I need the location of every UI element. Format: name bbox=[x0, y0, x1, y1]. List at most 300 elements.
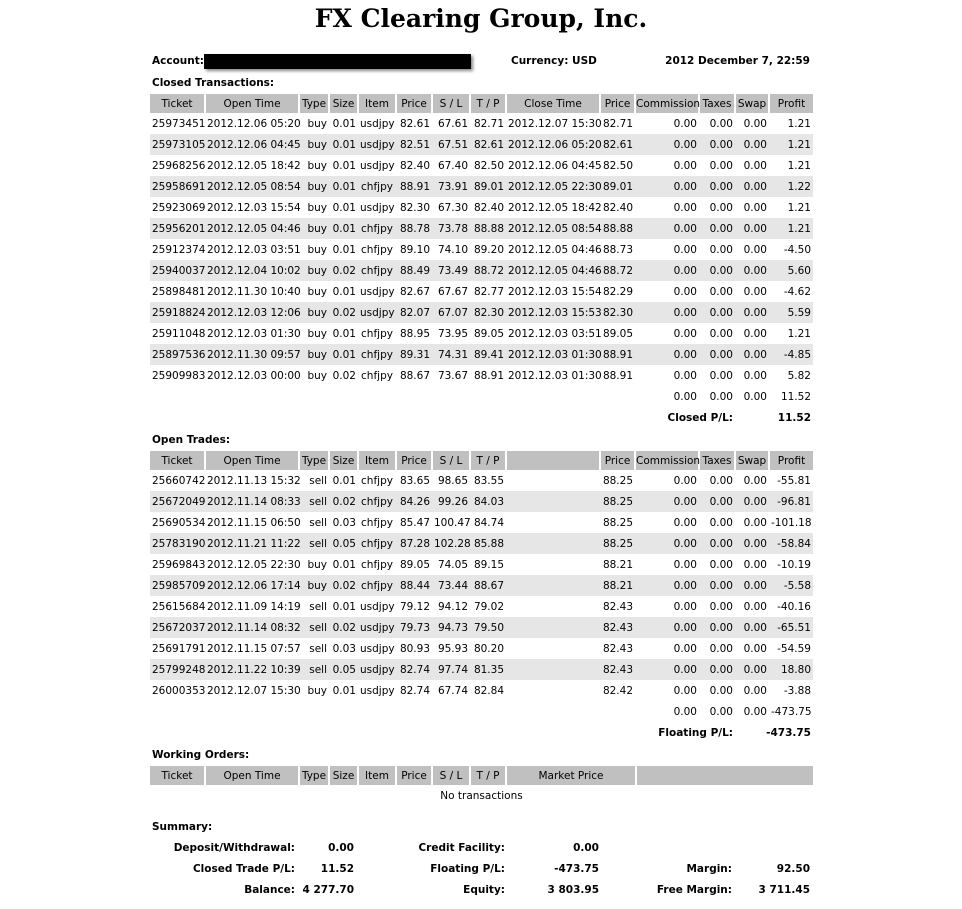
credit-value: 0.00 bbox=[573, 842, 599, 854]
take-profit-cell: 88.88 bbox=[470, 218, 506, 239]
table-row bbox=[150, 638, 813, 659]
total-profit: 11.52 bbox=[780, 390, 811, 403]
column-header-size: Size bbox=[329, 451, 358, 470]
swap-cell: 0.00 bbox=[735, 176, 769, 197]
item-cell: usdjpy bbox=[360, 642, 395, 655]
taxes-cell: 0.00 bbox=[709, 159, 733, 172]
close-price-cell: 82.29 bbox=[602, 285, 633, 298]
ticket-cell: 25909983 bbox=[152, 369, 206, 382]
item-cell: chfjpy bbox=[358, 344, 396, 365]
price-cell: 87.28 bbox=[396, 533, 432, 554]
taxes-cell: 0.00 bbox=[699, 344, 735, 365]
open-time-cell: 2012.12.03 01:30 bbox=[207, 327, 301, 340]
ticket-cell: 25615684 bbox=[152, 600, 206, 613]
swap-cell: 0.00 bbox=[735, 659, 769, 680]
type-cell: buy bbox=[307, 117, 327, 130]
taxes-cell: 0.00 bbox=[699, 134, 735, 155]
size-cell: 0.05 bbox=[329, 533, 358, 554]
size-cell: 0.01 bbox=[332, 243, 356, 256]
size-cell: 0.02 bbox=[329, 575, 358, 596]
commission-cell: 0.00 bbox=[673, 327, 697, 340]
take-profit-cell: 82.71 bbox=[473, 117, 504, 130]
price-cell: 83.65 bbox=[399, 474, 430, 487]
swap-cell: 0.00 bbox=[735, 491, 769, 512]
empty-cell bbox=[150, 386, 205, 407]
close-price-cell: 88.91 bbox=[602, 369, 633, 382]
working-orders-table bbox=[150, 766, 813, 806]
commission-cell: 0.00 bbox=[673, 159, 697, 172]
report-datetime: 2012 December 7, 22:59 bbox=[665, 55, 810, 67]
profit-cell: -96.81 bbox=[769, 491, 813, 512]
commission-cell: 0.00 bbox=[673, 285, 697, 298]
table-row bbox=[150, 197, 813, 218]
swap-cell: 0.00 bbox=[735, 617, 769, 638]
price-cell: 89.31 bbox=[396, 344, 432, 365]
take-profit-cell: 89.05 bbox=[473, 327, 504, 340]
commission-cell: 0.00 bbox=[673, 369, 697, 382]
size-cell: 0.02 bbox=[329, 260, 358, 281]
closed-trade-pl-value: 11.52 bbox=[320, 863, 354, 875]
open-time-cell: 2012.12.05 04:46 bbox=[205, 218, 299, 239]
closed-heading: Closed Transactions: bbox=[152, 77, 275, 89]
ticket-cell: 25898481 bbox=[152, 285, 206, 298]
taxes-cell: 0.00 bbox=[699, 302, 735, 323]
profit-cell: 18.80 bbox=[769, 659, 813, 680]
close-time-cell: 2012.12.05 22:30 bbox=[506, 176, 600, 197]
commission-cell: 0.00 bbox=[673, 474, 697, 487]
close-price-cell: 88.25 bbox=[600, 491, 635, 512]
close-time-cell bbox=[506, 596, 600, 617]
commission-cell: 0.00 bbox=[673, 201, 697, 214]
type-cell: buy bbox=[307, 285, 327, 298]
stop-loss-cell: 74.31 bbox=[432, 344, 470, 365]
size-cell: 0.02 bbox=[329, 617, 358, 638]
profit-cell: -101.18 bbox=[771, 516, 812, 529]
close-price-cell: 88.25 bbox=[602, 474, 633, 487]
item-cell: chfjpy bbox=[358, 491, 396, 512]
column-header-price: Price bbox=[396, 451, 432, 470]
size-cell: 0.03 bbox=[332, 642, 356, 655]
close-time-cell: 2012.12.03 03:51 bbox=[508, 327, 602, 340]
type-cell: sell bbox=[299, 617, 329, 638]
item-cell: usdjpy bbox=[360, 201, 395, 214]
table-row bbox=[150, 596, 813, 617]
open-time-cell: 2012.11.15 07:57 bbox=[207, 642, 301, 655]
open-time-cell: 2012.12.04 10:02 bbox=[205, 260, 299, 281]
ticket-cell: 25923069 bbox=[152, 201, 206, 214]
redacted-account-bar bbox=[204, 54, 471, 69]
open-time-cell: 2012.11.21 11:22 bbox=[205, 533, 299, 554]
currency-label: Currency: USD bbox=[511, 55, 597, 67]
item-cell: usdjpy bbox=[358, 134, 396, 155]
profit-cell: -3.88 bbox=[783, 684, 811, 697]
item-cell: chfjpy bbox=[358, 176, 396, 197]
column-header-close-time: Close Time bbox=[506, 94, 600, 113]
close-time-cell bbox=[506, 512, 600, 533]
margin-label: Margin: bbox=[686, 863, 732, 875]
open-time-cell: 2012.11.14 08:32 bbox=[205, 617, 299, 638]
profit-cell: 5.60 bbox=[769, 260, 813, 281]
swap-cell: 0.00 bbox=[743, 516, 767, 529]
empty-cell bbox=[432, 701, 470, 722]
taxes-cell: 0.00 bbox=[709, 243, 733, 256]
commission-cell: 0.00 bbox=[635, 533, 699, 554]
ticket-cell: 25918824 bbox=[150, 302, 205, 323]
table-row bbox=[150, 113, 813, 134]
swap-cell: 0.00 bbox=[735, 344, 769, 365]
ticket-cell: 25958691 bbox=[150, 176, 205, 197]
stop-loss-cell: 67.30 bbox=[437, 201, 468, 214]
close-time-cell bbox=[506, 659, 600, 680]
empty-cell bbox=[329, 386, 358, 407]
table-row bbox=[150, 323, 813, 344]
column-header-type: Type bbox=[299, 94, 329, 113]
take-profit-cell: 79.02 bbox=[473, 600, 504, 613]
commission-cell: 0.00 bbox=[635, 134, 699, 155]
column-header-swap: Swap bbox=[735, 451, 769, 470]
empty-cell bbox=[432, 386, 470, 407]
ticket-cell: 25783190 bbox=[150, 533, 205, 554]
header-row bbox=[150, 94, 813, 113]
taxes-cell: 0.00 bbox=[709, 285, 733, 298]
ticket-cell: 26000353 bbox=[152, 684, 206, 697]
close-time-cell: 2012.12.06 04:45 bbox=[508, 159, 602, 172]
stop-loss-cell: 67.74 bbox=[437, 684, 468, 697]
table-row bbox=[150, 491, 813, 512]
type-cell: sell bbox=[299, 533, 329, 554]
close-price-cell: 88.21 bbox=[602, 558, 633, 571]
open-time-cell: 2012.11.30 09:57 bbox=[205, 344, 299, 365]
ticket-cell: 25660742 bbox=[152, 474, 206, 487]
profit-cell: 1.21 bbox=[787, 117, 811, 130]
stop-loss-cell: 73.44 bbox=[432, 575, 470, 596]
swap-cell: 0.00 bbox=[743, 684, 767, 697]
open-time-cell: 2012.12.05 08:54 bbox=[205, 176, 299, 197]
price-cell: 85.47 bbox=[399, 516, 430, 529]
size-cell: 0.01 bbox=[332, 327, 356, 340]
taxes-cell: 0.00 bbox=[699, 491, 735, 512]
item-cell: usdjpy bbox=[358, 659, 396, 680]
column-header-taxes: Taxes bbox=[699, 451, 735, 470]
table-row bbox=[150, 659, 813, 680]
stop-loss-cell: 97.74 bbox=[432, 659, 470, 680]
open-time-cell: 2012.12.06 05:20 bbox=[207, 117, 301, 130]
open-time-cell: 2012.12.06 04:45 bbox=[205, 134, 299, 155]
swap-cell: 0.00 bbox=[743, 243, 767, 256]
stop-loss-cell: 94.12 bbox=[437, 600, 468, 613]
column-header-stop-loss: S / L bbox=[432, 766, 470, 785]
type-cell: sell bbox=[309, 474, 327, 487]
column-header-size: Size bbox=[329, 94, 358, 113]
profit-cell: -40.16 bbox=[777, 600, 811, 613]
empty-cell bbox=[205, 701, 299, 722]
column-header-item: Item bbox=[358, 766, 396, 785]
table-row bbox=[150, 680, 813, 701]
profit-cell: 1.21 bbox=[787, 159, 811, 172]
column-header-take-profit: T / P bbox=[470, 451, 506, 470]
ticket-cell: 25897536 bbox=[150, 344, 205, 365]
take-profit-cell: 84.03 bbox=[470, 491, 506, 512]
open-time-cell: 2012.11.15 06:50 bbox=[207, 516, 301, 529]
item-cell: usdjpy bbox=[360, 600, 395, 613]
total-swap: 0.00 bbox=[743, 705, 767, 718]
type-cell: sell bbox=[299, 659, 329, 680]
price-cell: 79.12 bbox=[399, 600, 430, 613]
totals-row bbox=[150, 701, 813, 722]
take-profit-cell: 80.20 bbox=[473, 642, 504, 655]
table-row bbox=[150, 617, 813, 638]
balance-label: Balance: bbox=[244, 884, 295, 896]
close-price-cell: 88.21 bbox=[600, 575, 635, 596]
equity-label: Equity: bbox=[463, 884, 505, 896]
total-taxes: 0.00 bbox=[709, 390, 733, 403]
column-header-ticket: Ticket bbox=[150, 94, 205, 113]
ticket-cell: 25691791 bbox=[152, 642, 206, 655]
take-profit-cell: 84.74 bbox=[473, 516, 504, 529]
item-cell: chfjpy bbox=[361, 516, 393, 529]
price-cell: 79.73 bbox=[396, 617, 432, 638]
take-profit-cell: 89.15 bbox=[473, 558, 504, 571]
type-cell: buy bbox=[307, 369, 327, 382]
size-cell: 0.05 bbox=[329, 659, 358, 680]
open-trades-table bbox=[150, 451, 813, 743]
close-time-cell: 2012.12.03 01:30 bbox=[508, 369, 602, 382]
size-cell: 0.02 bbox=[329, 491, 358, 512]
close-time-cell bbox=[506, 533, 600, 554]
close-price-cell: 88.91 bbox=[600, 344, 635, 365]
profit-cell: -58.84 bbox=[769, 533, 813, 554]
take-profit-cell: 88.67 bbox=[470, 575, 506, 596]
taxes-cell: 0.00 bbox=[699, 575, 735, 596]
taxes-cell: 0.00 bbox=[709, 600, 733, 613]
table-row bbox=[150, 533, 813, 554]
commission-cell: 0.00 bbox=[673, 642, 697, 655]
price-cell: 82.61 bbox=[399, 117, 430, 130]
stop-loss-cell: 102.28 bbox=[432, 533, 470, 554]
table-row bbox=[150, 554, 813, 575]
open-time-cell: 2012.11.30 10:40 bbox=[207, 285, 301, 298]
type-cell: buy bbox=[299, 575, 329, 596]
close-price-cell: 82.50 bbox=[602, 159, 633, 172]
profit-cell: -4.50 bbox=[783, 243, 811, 256]
close-time-cell: 2012.12.05 08:54 bbox=[506, 218, 600, 239]
take-profit-cell: 89.20 bbox=[473, 243, 504, 256]
take-profit-cell: 89.01 bbox=[470, 176, 506, 197]
column-header-close-price: Price bbox=[600, 451, 635, 470]
profit-cell: -54.59 bbox=[777, 642, 811, 655]
close-price-cell: 88.73 bbox=[602, 243, 633, 256]
item-cell: chfjpy bbox=[361, 327, 393, 340]
size-cell: 0.01 bbox=[332, 117, 356, 130]
header-row bbox=[150, 766, 813, 785]
size-cell: 0.02 bbox=[332, 369, 356, 382]
item-cell: chfjpy bbox=[358, 575, 396, 596]
open-time-cell: 2012.12.07 15:30 bbox=[207, 684, 301, 697]
profit-cell: 1.21 bbox=[787, 201, 811, 214]
taxes-cell: 0.00 bbox=[709, 201, 733, 214]
empty-cell bbox=[396, 386, 432, 407]
commission-cell: 0.00 bbox=[635, 260, 699, 281]
close-price-cell: 82.43 bbox=[602, 600, 633, 613]
price-cell: 82.51 bbox=[396, 134, 432, 155]
profit-cell: 5.59 bbox=[769, 302, 813, 323]
size-cell: 0.01 bbox=[332, 684, 356, 697]
empty-cell bbox=[150, 722, 600, 743]
taxes-cell: 0.00 bbox=[699, 176, 735, 197]
taxes-cell: 0.00 bbox=[709, 558, 733, 571]
type-cell: buy bbox=[299, 176, 329, 197]
stop-loss-cell: 73.91 bbox=[432, 176, 470, 197]
open-pl-value: -473.75 bbox=[766, 726, 811, 739]
price-cell: 88.78 bbox=[396, 218, 432, 239]
stop-loss-cell: 74.10 bbox=[437, 243, 468, 256]
column-header-taxes: Taxes bbox=[699, 94, 735, 113]
ticket-cell: 25912374 bbox=[152, 243, 206, 256]
open-time-cell: 2012.12.03 00:00 bbox=[207, 369, 301, 382]
profit-cell: -65.51 bbox=[769, 617, 813, 638]
ticket-cell: 25672049 bbox=[150, 491, 205, 512]
column-header-type: Type bbox=[299, 766, 329, 785]
table-row bbox=[150, 260, 813, 281]
size-cell: 0.01 bbox=[332, 600, 356, 613]
header-row bbox=[150, 451, 813, 470]
free-margin-value: 3 711.45 bbox=[758, 884, 810, 896]
empty-cell bbox=[150, 407, 600, 428]
total-commission: 0.00 bbox=[673, 390, 697, 403]
commission-cell: 0.00 bbox=[635, 176, 699, 197]
close-time-cell: 2012.12.06 05:20 bbox=[506, 134, 600, 155]
ticket-cell: 25973451 bbox=[152, 117, 206, 130]
profit-cell: 1.21 bbox=[787, 327, 811, 340]
size-cell: 0.02 bbox=[329, 302, 358, 323]
column-header-open-time: Open Time bbox=[205, 451, 299, 470]
take-profit-cell: 79.50 bbox=[470, 617, 506, 638]
swap-cell: 0.00 bbox=[743, 285, 767, 298]
item-cell: chfjpy bbox=[361, 369, 393, 382]
total-profit: -473.75 bbox=[771, 705, 812, 718]
price-cell: 88.95 bbox=[399, 327, 430, 340]
profit-cell: 1.21 bbox=[769, 134, 813, 155]
swap-cell: 0.00 bbox=[743, 600, 767, 613]
close-time-cell bbox=[506, 575, 600, 596]
swap-cell: 0.00 bbox=[743, 159, 767, 172]
item-cell: usdjpy bbox=[360, 684, 395, 697]
open-time-cell: 2012.12.03 12:06 bbox=[205, 302, 299, 323]
size-cell: 0.03 bbox=[332, 516, 356, 529]
stop-loss-cell: 67.40 bbox=[437, 159, 468, 172]
commission-cell: 0.00 bbox=[673, 600, 697, 613]
pl-row bbox=[150, 722, 813, 743]
take-profit-cell: 85.88 bbox=[470, 533, 506, 554]
taxes-cell: 0.00 bbox=[699, 533, 735, 554]
column-header-market-price: Market Price bbox=[506, 766, 636, 785]
stop-loss-cell: 73.49 bbox=[432, 260, 470, 281]
stop-loss-cell: 95.93 bbox=[437, 642, 468, 655]
empty-cell bbox=[470, 701, 506, 722]
open-time-cell: 2012.11.09 14:19 bbox=[207, 600, 301, 613]
item-cell: chfjpy bbox=[361, 243, 393, 256]
close-price-cell: 89.01 bbox=[600, 176, 635, 197]
close-price-cell: 88.25 bbox=[600, 533, 635, 554]
table-row bbox=[150, 575, 813, 596]
price-cell: 88.49 bbox=[396, 260, 432, 281]
equity-value: 3 803.95 bbox=[547, 884, 599, 896]
total-commission: 0.00 bbox=[673, 705, 697, 718]
size-cell: 0.01 bbox=[329, 134, 358, 155]
open-time-cell: 2012.11.22 10:39 bbox=[205, 659, 299, 680]
ticket-cell: 25956201 bbox=[150, 218, 205, 239]
close-time-cell bbox=[506, 617, 600, 638]
item-cell: usdjpy bbox=[360, 285, 395, 298]
table-row bbox=[150, 239, 813, 260]
ticket-cell: 25940037 bbox=[150, 260, 205, 281]
type-cell: buy bbox=[299, 344, 329, 365]
take-profit-cell: 82.84 bbox=[473, 684, 504, 697]
take-profit-cell: 82.30 bbox=[470, 302, 506, 323]
closed-pl-value: 11.52 bbox=[777, 411, 811, 424]
column-header-commission: Commission bbox=[635, 94, 699, 113]
taxes-cell: 0.00 bbox=[709, 642, 733, 655]
size-cell: 0.01 bbox=[329, 218, 358, 239]
stop-loss-cell: 74.05 bbox=[437, 558, 468, 571]
stop-loss-cell: 67.67 bbox=[437, 285, 468, 298]
swap-cell: 0.00 bbox=[735, 218, 769, 239]
profit-cell: -5.58 bbox=[769, 575, 813, 596]
type-cell: buy bbox=[299, 302, 329, 323]
deposit-value: 0.00 bbox=[328, 842, 354, 854]
price-cell: 89.05 bbox=[399, 558, 430, 571]
swap-cell: 0.00 bbox=[735, 134, 769, 155]
size-cell: 0.01 bbox=[329, 176, 358, 197]
ticket-cell: 25799248 bbox=[150, 659, 205, 680]
stop-loss-cell: 73.95 bbox=[437, 327, 468, 340]
price-cell: 82.40 bbox=[399, 159, 430, 172]
empty-cell bbox=[150, 701, 205, 722]
commission-cell: 0.00 bbox=[673, 516, 697, 529]
ticket-cell: 25672037 bbox=[150, 617, 205, 638]
stop-loss-cell: 99.26 bbox=[432, 491, 470, 512]
profit-cell: -10.19 bbox=[777, 558, 811, 571]
empty-cell bbox=[358, 386, 396, 407]
size-cell: 0.01 bbox=[332, 159, 356, 172]
stop-loss-cell: 67.51 bbox=[432, 134, 470, 155]
column-header-blank bbox=[636, 766, 813, 785]
close-time-cell bbox=[506, 638, 600, 659]
swap-cell: 0.00 bbox=[735, 575, 769, 596]
open-pl-label: Floating P/L: bbox=[658, 726, 733, 739]
close-time-cell: 2012.12.05 18:42 bbox=[508, 201, 602, 214]
total-taxes: 0.00 bbox=[709, 705, 733, 718]
close-price-cell: 89.05 bbox=[602, 327, 633, 340]
commission-cell: 0.00 bbox=[673, 117, 697, 130]
swap-cell: 0.00 bbox=[743, 327, 767, 340]
empty-cell bbox=[506, 701, 600, 722]
floating-pl-summary-value: -473.75 bbox=[554, 863, 599, 875]
item-cell: chfjpy bbox=[361, 474, 393, 487]
open-time-cell: 2012.12.05 22:30 bbox=[207, 558, 301, 571]
item-cell: chfjpy bbox=[358, 260, 396, 281]
column-header-type: Type bbox=[299, 451, 329, 470]
take-profit-cell: 82.40 bbox=[473, 201, 504, 214]
close-price-cell: 82.42 bbox=[602, 684, 633, 697]
take-profit-cell: 88.72 bbox=[470, 260, 506, 281]
take-profit-cell: 83.55 bbox=[473, 474, 504, 487]
profit-cell: -55.81 bbox=[777, 474, 811, 487]
taxes-cell: 0.00 bbox=[709, 327, 733, 340]
close-time-cell: 2012.12.03 15:53 bbox=[506, 302, 600, 323]
taxes-cell: 0.00 bbox=[709, 474, 733, 487]
price-cell: 82.74 bbox=[396, 659, 432, 680]
